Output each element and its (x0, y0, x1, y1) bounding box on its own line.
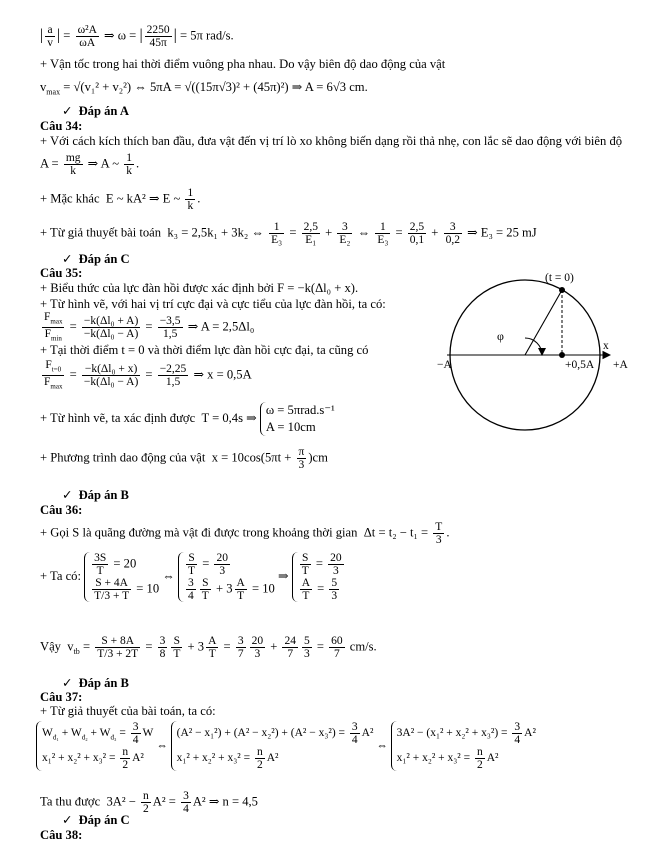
line-35-2: + Từ hình vẽ, với hai vị trí cực đại và cực tiểu của lực đàn hồi, ta có: (40, 297, 386, 311)
check-icon: ✓ (62, 104, 73, 118)
line-34-3: + Mặc khác E ~ kA² ⇒ E ~ $\frac{1}{k}$ . (40, 187, 201, 212)
line-35-5: $\frac{F_{t=0}}{F_{max}}$ = $\frac{\text{−k(Δl₀ + x)}}{\text{−k(Δl₀ − A)}}$ = $\frac{-2,25}{1,5}$ ⇒ x = 0,5A (44, 359, 252, 391)
line-35-4: + Tại thời điểm t = 0 và thời điểm lực đàn hồi cực đại, ta cũng có (40, 343, 369, 357)
answer-35: ✓ Đáp án B (62, 488, 129, 502)
line-36-3: Vậy $v_{tb}$ = $\frac{S + 8A}{T/3 + 2T}$ = $\frac{3}{8}$ $\frac{S}{T}$ + 3 $\frac{A}{T}$ = $\frac{3}{7}$ $\frac{20}{3}$ + $\frac{24}{7}$ $\frac{5}{3}$ = $\frac{60}{7}$ cm/s. (40, 635, 377, 660)
line-34-1: + Với cách kích thích ban đầu, đưa vật đến vị trí lò xo không biến dạng rồi thả nhẹ, con lắc sẽ dao động với biên độ (40, 134, 623, 148)
question-36-title: Câu 36: (40, 503, 83, 517)
half-a-label: +0,5A (565, 359, 595, 371)
t0-point (559, 287, 565, 293)
question-37-title: Câu 37: (40, 690, 83, 704)
line-vmax: $v_{max} = √(v_1^2 + v_2^2)$ ⇔ 5πA = √((15π√3)² + (45π)²) ⇒ A = 6√3 cm. (40, 80, 368, 97)
line-34-2: A = $\frac{mg}{k}$ ⇒ A ~ $\frac{1}{k}$ . (40, 152, 140, 177)
answer-37: ✓ Đáp án C (62, 813, 130, 827)
phi-label: φ (497, 329, 504, 343)
line-37-2: $W_{đ_1} + W_{đ_2} + W_{đ_3}$ = $\frac{3}{4}$ W x₁² + x₂² + x₃² = $\frac{n}{2}$ A² ⇔ (A² − x₁²) + (A² − x₂²) + (A² − x₃²) = $\frac{3}{4}$ A² x₁² + x₂² + x₃² = $\frac{n}{2}$ A² ⇔ 3A² − (x₁² + x₂² + x₃²) = $\frac{3}{4}$ A² x₁² + x₂² + x₃² = $\frac{n}{2}$ A² (36, 721, 536, 771)
line-36-2: + Ta có: $\frac{3S}{T}$ = 20 $\frac{S + 4A}{T/3 + T}$ = 10 ⇔ $\frac{S}{T}$ = $\frac{20}{3}$ $\frac{3}{4}$ $\frac{S}{T}$ + 3 $\frac{A}{T}$ = 10 ⇒ $\frac{S}{T}$ = $\frac{20}{3}$ $\frac{A}{T}$ = $\frac{5}{3}$ (40, 552, 346, 602)
circle-diagram (425, 268, 640, 448)
check-icon: ✓ (62, 676, 73, 690)
x-label: x (603, 340, 609, 352)
plus-a-label: +A (613, 359, 628, 371)
question-34-title: Câu 34: (40, 119, 83, 133)
minus-a-label: −A (437, 359, 452, 371)
t0-label: (t = 0) (545, 272, 574, 284)
radius-line (525, 290, 562, 355)
projection-point (559, 352, 565, 358)
check-icon: ✓ (62, 488, 73, 502)
check-icon: ✓ (62, 252, 73, 266)
answer-36: ✓ Đáp án B (62, 676, 129, 690)
line-35-1: + Biểu thức của lực đàn hồi được xác định bởi F = −k(Δl₀ + x). (40, 281, 359, 295)
answer-34: ✓ Đáp án C (62, 252, 130, 266)
question-38-title: Câu 38: (40, 828, 83, 842)
line-35-6: + Từ hình vẽ, ta xác định được T = 0,4s ⇒ ω = 5πrad.s⁻¹ A = 10cm (40, 403, 335, 434)
line-34-4: + Từ giả thuyết bài toán k₃ = 2,5k₁ + 3k₂ ⇔ $\frac{1}{\text{E₃}}$ = $\frac{2,5}{\text{E₁}}$ + $\frac{3}{\text{E₂}}$ ⇔ $\frac{1}{\text{E₃}}$ = $\frac{2,5}{0,1}$ + $\frac{3}{0,2}$ ⇒ E₃ = 25 mJ (40, 221, 537, 246)
answer-33: ✓ Đáp án A (62, 104, 129, 118)
line-37-1: + Từ giả thuyết của bài toán, ta có: (40, 704, 216, 718)
phi-arc (525, 338, 542, 355)
line-35-7: + Phương trình dao động của vật x = 10cos(5πt + $\frac{\pi}{3}$ )cm (40, 446, 328, 471)
line-37-3: Ta thu được 3A² − $\frac{n}{2}$ A² = $\frac{3}{4}$ A² ⇒ n = 4,5 (40, 790, 258, 815)
line-ratio-omega: | $\frac{a}{v}$ | = $\frac{\text{ω²A}}{\omega A}$ ⇒ ω = | $\frac{2250}{45\pi}$ | = 5π rad/s. (40, 24, 234, 49)
line-36-1: + Gọi S là quãng đường mà vật đi được trong khoảng thời gian Δt = t₂ − t₁ = $\frac{T}{3}$ . (40, 521, 450, 546)
check-icon: ✓ (62, 813, 73, 827)
line-35-3: $\frac{F_{max}}{F_{min}}$ = $\frac{\text{−k(Δl₀ + A)}}{\text{−k(Δl₀ − A)}}$ = $\frac{-3,5}{1,5}$ ⇒ A = 2,5Δl₀ (44, 311, 255, 343)
line-vuong-pha: + Vận tốc trong hai thời điểm vuông pha nhau. Do vậy biên độ dao động của vật (40, 57, 446, 71)
question-35-title: Câu 35: (40, 266, 83, 280)
